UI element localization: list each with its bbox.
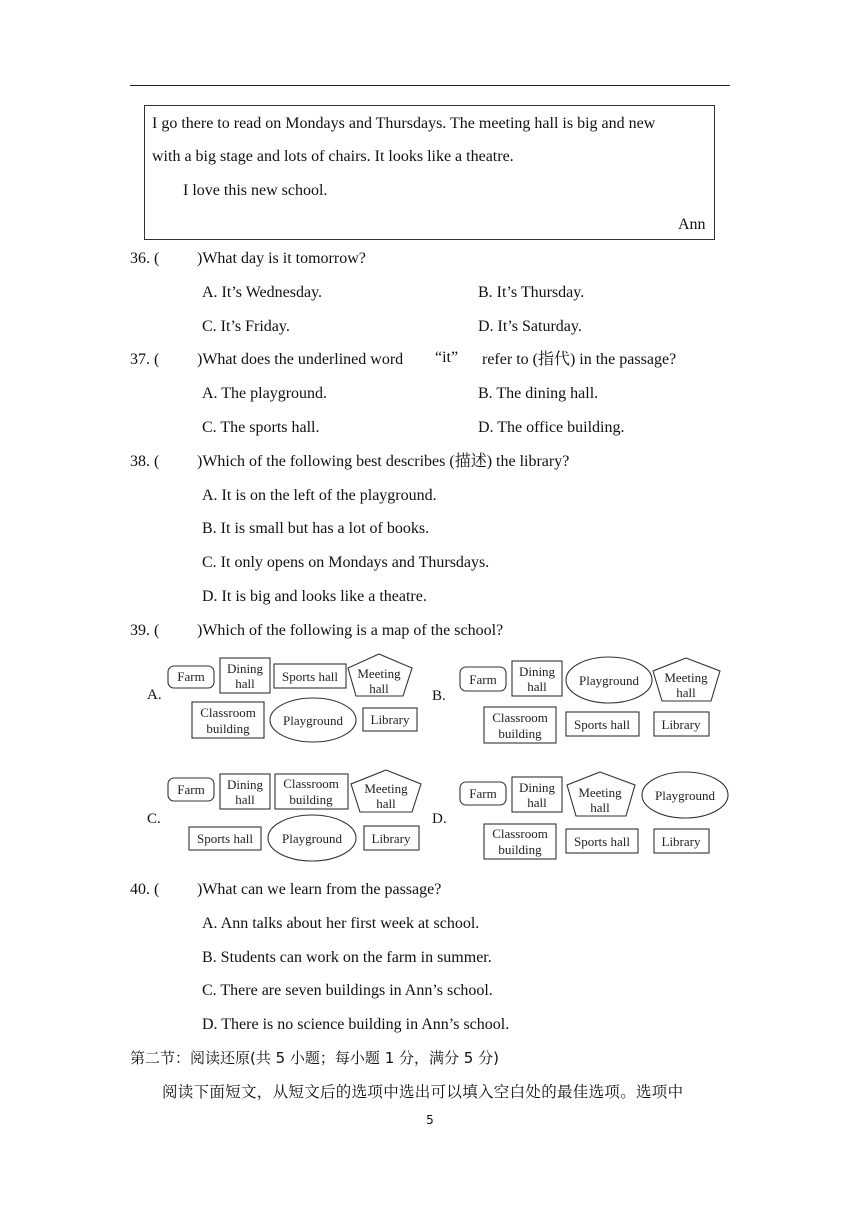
map-c-dining-label: hall xyxy=(235,792,255,807)
map-a-meeting-label: Meeting xyxy=(357,666,401,681)
map-b-label: B. xyxy=(432,688,446,704)
map-c-dining-label: Dining xyxy=(226,777,264,792)
map-d-farm-label: Farm xyxy=(469,786,497,801)
q38-option-a: A. It is on the left of the playground. xyxy=(202,487,437,504)
passage-line-2: with a big stage and lots of chairs. It looks like a theatre. xyxy=(152,148,514,165)
map-d-classroom-label: building xyxy=(498,842,542,857)
question-38-number: 38. ( xyxy=(130,453,160,470)
map-b xyxy=(452,655,732,747)
q40-option-b: B. Students can work on the farm in summer. xyxy=(202,949,492,966)
q37-option-b: B. The dining hall. xyxy=(478,385,599,402)
q40-option-d: D. There is no science building in Ann’s school. xyxy=(202,1016,510,1033)
question-37-stem-quoted: “it” xyxy=(435,349,459,366)
map-a-farm-label: Farm xyxy=(177,669,205,684)
q37-option-a: A. The playground. xyxy=(202,385,328,402)
map-c-meeting-label: hall xyxy=(376,796,396,811)
q38-option-d: D. It is big and looks like a theatre. xyxy=(202,588,427,605)
map-c-classroom-label: Classroom xyxy=(283,776,339,791)
question-38-stem: )Which of the following best describes (描述) the library? xyxy=(197,453,570,470)
map-d-sports-label: Sports hall xyxy=(574,834,630,849)
map-a-library-label: Library xyxy=(370,712,410,727)
question-36-number: 36. ( xyxy=(130,250,160,267)
map-d-classroom-label: Classroom xyxy=(492,826,548,841)
question-40-number: 40. ( xyxy=(130,881,160,898)
map-b-farm-label: Farm xyxy=(469,672,497,687)
map-a xyxy=(160,650,430,746)
q40-option-a: A. Ann talks about her first week at school. xyxy=(202,915,480,932)
q38-option-b: B. It is small but has a lot of books. xyxy=(202,520,430,537)
map-d-label: D. xyxy=(432,811,447,827)
q37-option-d: D. The office building. xyxy=(478,419,625,436)
question-40-stem: )What can we learn from the passage? xyxy=(197,881,442,898)
map-b-sports-label: Sports hall xyxy=(574,717,630,732)
map-d-meeting-label: hall xyxy=(590,800,610,815)
map-c-classroom-label: building xyxy=(289,792,333,807)
map-d-meeting-label: Meeting xyxy=(578,785,622,800)
map-b-meeting-label: Meeting xyxy=(664,670,708,685)
section-2-title: 第二节：阅读还原(共 5 小题；每小题 1 分，满分 5 分) xyxy=(130,1049,499,1067)
map-b-classroom-label: building xyxy=(498,726,542,741)
map-a-playground-label: Playground xyxy=(283,713,343,728)
map-c-sports-label: Sports hall xyxy=(197,831,253,846)
map-d-playground-label: Playground xyxy=(655,788,715,803)
map-c-label: C. xyxy=(147,811,161,827)
map-b-playground-label: Playground xyxy=(579,673,639,688)
map-b-dining-label: Dining xyxy=(518,664,556,679)
map-d xyxy=(452,768,732,862)
question-37-number: 37. ( xyxy=(130,351,160,368)
q36-option-b: B. It’s Thursday. xyxy=(478,284,585,301)
header-rule xyxy=(130,85,730,86)
map-b-library-label: Library xyxy=(661,717,701,732)
q38-option-c: C. It only opens on Mondays and Thursdays. xyxy=(202,554,490,571)
map-c-meeting-label: Meeting xyxy=(364,781,408,796)
q36-option-a: A. It’s Wednesday. xyxy=(202,284,323,301)
question-39-number: 39. ( xyxy=(130,622,160,639)
map-a-classroom-label: building xyxy=(206,721,250,736)
q40-option-c: C. There are seven buildings in Ann’s school. xyxy=(202,982,493,999)
map-a-label: A. xyxy=(147,687,162,703)
map-a-dining-label: hall xyxy=(235,676,255,691)
map-b-meeting-label: hall xyxy=(676,685,696,700)
question-37-stem-a: )What does the underlined word xyxy=(197,351,404,368)
map-a-sports-label: Sports hall xyxy=(282,669,338,684)
question-39-stem: )Which of the following is a map of the school? xyxy=(197,622,504,639)
q36-option-c: C. It’s Friday. xyxy=(202,318,290,335)
map-c-farm-label: Farm xyxy=(177,782,205,797)
question-37-stem-c: refer to (指代) in the passage? xyxy=(482,351,677,368)
passage-line-3: I love this new school. xyxy=(183,182,328,199)
map-a-meeting-label: hall xyxy=(369,681,389,696)
question-36-stem: )What day is it tomorrow? xyxy=(197,250,366,267)
passage-signature: Ann xyxy=(678,216,706,233)
map-b-classroom-label: Classroom xyxy=(492,710,548,725)
q36-option-d: D. It’s Saturday. xyxy=(478,318,582,335)
map-d-dining-label: Dining xyxy=(518,780,556,795)
map-b-dining-label: hall xyxy=(527,679,547,694)
q37-option-c: C. The sports hall. xyxy=(202,419,320,436)
map-c xyxy=(160,766,430,866)
map-d-library-label: Library xyxy=(661,834,701,849)
section-2-instruction: 阅读下面短文，从短文后的选项中选出可以填入空白处的最佳选项。选项中 xyxy=(162,1083,684,1101)
passage-line-1: I go there to read on Mondays and Thursdays. The meeting hall is big and new xyxy=(152,115,656,132)
map-d-dining-label: hall xyxy=(527,795,547,810)
map-c-library-label: Library xyxy=(371,831,411,846)
map-a-classroom-label: Classroom xyxy=(200,705,256,720)
map-c-playground-label: Playground xyxy=(282,831,342,846)
map-a-dining-label: Dining xyxy=(226,661,264,676)
page-number: 5 xyxy=(426,1113,434,1127)
